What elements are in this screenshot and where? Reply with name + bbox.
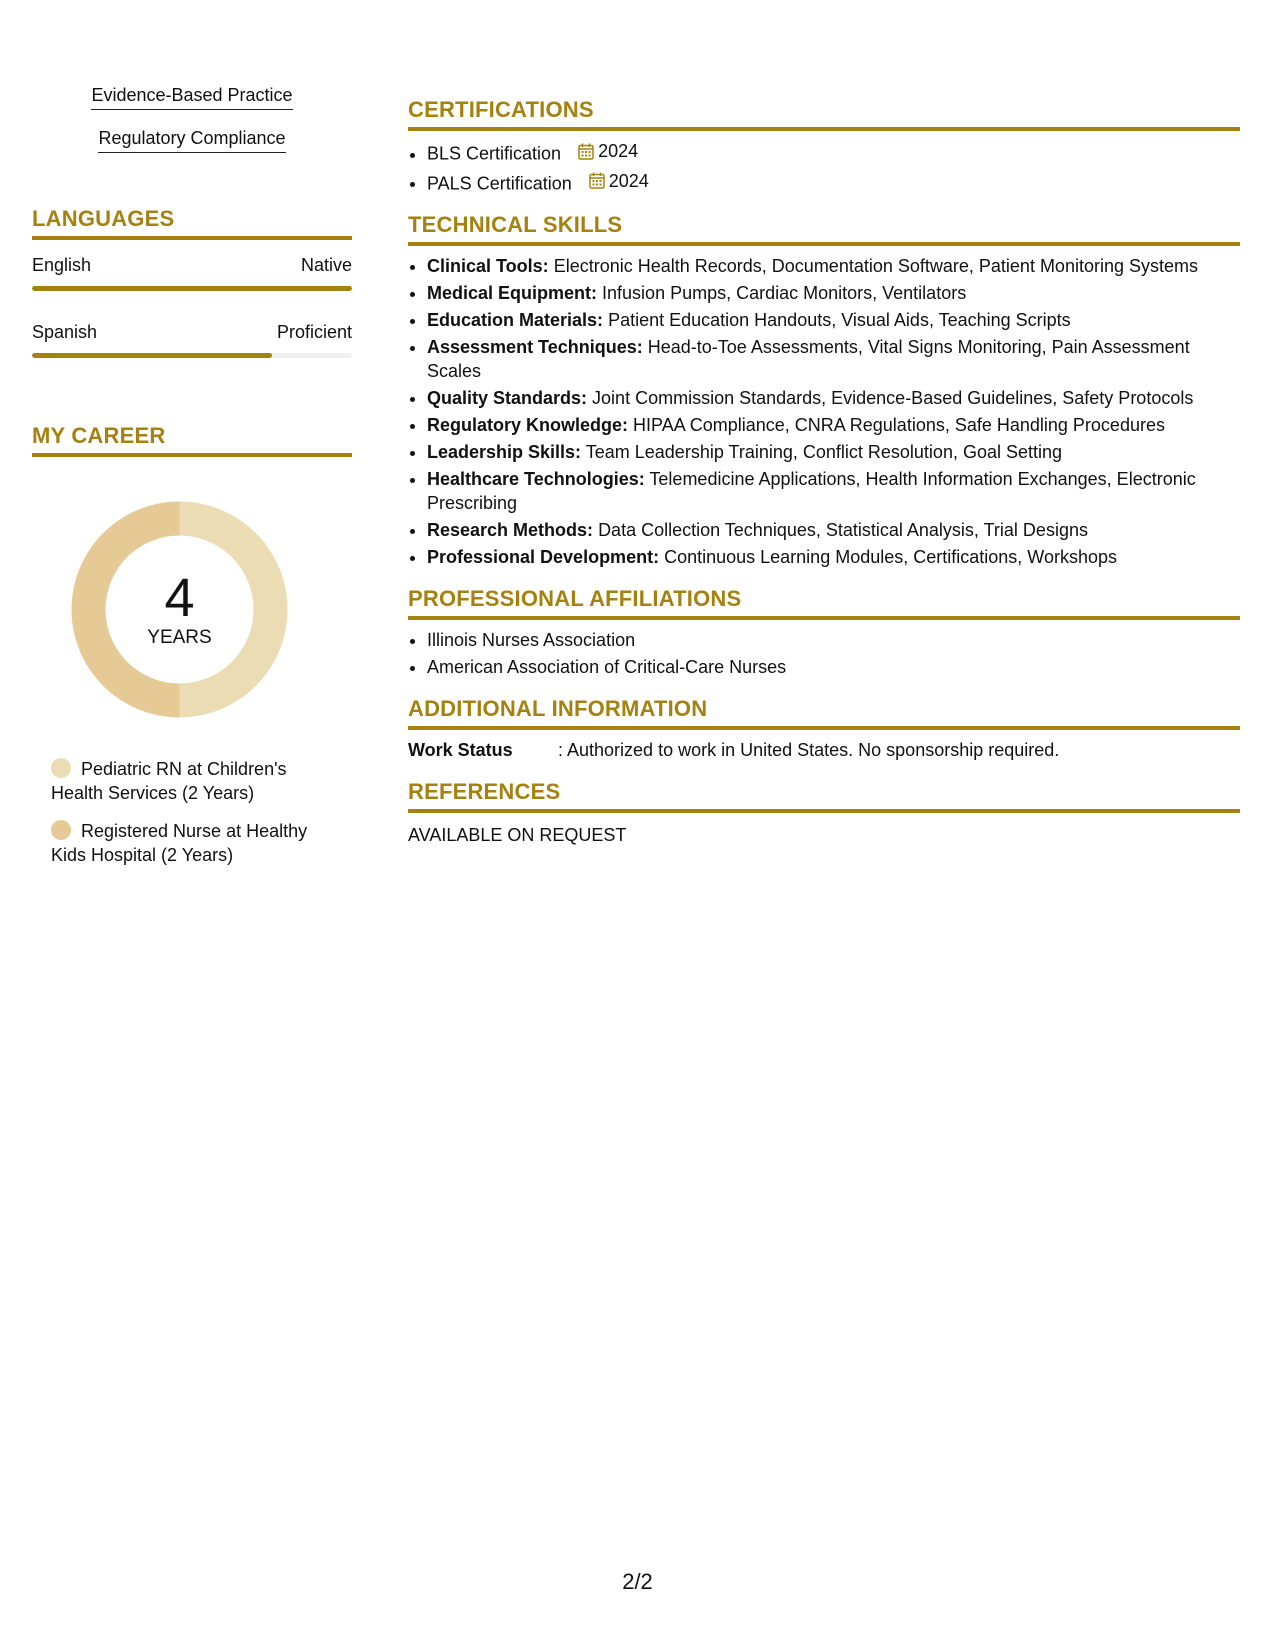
skill-category: Clinical Tools: — [427, 256, 549, 276]
section-divider — [408, 809, 1240, 813]
technical-skill-item — [427, 518, 1240, 542]
left-column — [32, 84, 352, 881]
languages-section — [32, 205, 352, 358]
work-status-row — [408, 738, 1240, 762]
technical-skill-item — [427, 545, 1240, 569]
section-divider — [408, 726, 1240, 730]
technical-skill-item — [427, 281, 1240, 305]
language-item — [32, 254, 352, 291]
skill-category: Medical Equipment: — [427, 283, 598, 303]
work-status-label: Work Status — [408, 740, 513, 760]
certifications-list — [408, 139, 1240, 195]
skill-values: Team Leadership Training, Conflict Resolution, Goal Setting — [585, 442, 1063, 462]
skill-values: Data Collection Techniques, Statistical Analysis, Trial Designs — [598, 520, 1088, 540]
language-bar-fill — [32, 353, 272, 358]
additional-info-title: ADDITIONAL INFORMATION — [408, 696, 708, 721]
technical-skill-item — [427, 254, 1240, 278]
career-entry-text: Pediatric RN at Children's Health Services (2 Years) — [51, 759, 287, 803]
career-legend-item — [51, 757, 331, 805]
language-name: Spanish — [32, 322, 98, 342]
affiliations-section — [408, 585, 1240, 679]
skill-category: Regulatory Knowledge: — [427, 415, 629, 435]
certifications-section — [408, 96, 1240, 195]
technical-skill-item — [427, 335, 1240, 383]
technical-skill-item — [427, 467, 1240, 515]
skill-values: Joint Commission Standards, Evidence-Based Guidelines, Safety Protocols — [592, 388, 1194, 408]
donut-center — [67, 497, 292, 722]
skill-values: Head-to-Toe Assessments, Vital Signs Monitoring, Pain Assessment Scales — [427, 337, 1190, 381]
certifications-title: CERTIFICATIONS — [408, 97, 594, 122]
languages-title: LANGUAGES — [32, 206, 175, 231]
certification-item — [427, 139, 1240, 166]
technical-skills-title: TECHNICAL SKILLS — [408, 212, 623, 237]
skill-tags — [32, 84, 352, 153]
career-donut-chart — [32, 497, 352, 727]
language-bar — [32, 286, 352, 291]
right-column — [408, 96, 1240, 863]
skill-tag: Regulatory Compliance — [98, 127, 285, 153]
skill-category: Assessment Techniques: — [427, 337, 643, 357]
certification-year: 2024 — [598, 141, 639, 161]
skill-values: Electronic Health Records, Documentation Software, Patient Monitoring Systems — [553, 256, 1198, 276]
page-number: 2/2 — [622, 1569, 653, 1594]
skill-values: Infusion Pumps, Cardiac Monitors, Ventilators — [602, 283, 967, 303]
career-legend-item — [51, 819, 331, 867]
legend-dot — [51, 758, 71, 778]
affiliation-item: • Illinois Nurses Association — [427, 628, 1240, 652]
affiliations-list — [408, 628, 1240, 679]
skill-category: Healthcare Technologies: — [427, 469, 645, 489]
affiliation-item: • American Association of Critical-Care Nurses — [427, 655, 1240, 679]
language-level: Native — [300, 255, 352, 275]
section-divider — [408, 616, 1240, 620]
certification-name: PALS Certification — [427, 173, 572, 193]
skill-values: Telemedicine Applications, Health Information Exchanges, Electronic Prescribing — [427, 469, 1196, 513]
career-legend — [32, 757, 352, 867]
technical-skill-item — [427, 413, 1240, 437]
section-divider — [32, 236, 352, 240]
calendar-icon — [578, 143, 594, 160]
certification-year: 2024 — [608, 170, 649, 191]
skill-category: Professional Development: — [427, 547, 660, 567]
work-status-value: : Authorized to work in United States. No sponsorship required. — [558, 740, 1060, 760]
language-level: Proficient — [276, 322, 352, 342]
skill-values: HIPAA Compliance, CNRA Regulations, Safe Handling Procedures — [633, 415, 1165, 435]
language-name: English — [32, 255, 92, 275]
section-divider — [32, 453, 352, 457]
language-bar — [32, 353, 352, 358]
skill-tag: Evidence-Based Practice — [91, 84, 292, 110]
career-section — [32, 422, 352, 867]
skill-category: Research Methods: — [427, 520, 594, 540]
technical-skill-item — [427, 386, 1240, 410]
technical-skills-list — [408, 254, 1240, 569]
language-item — [32, 321, 352, 358]
language-bar-fill — [32, 286, 352, 291]
affiliations-title: PROFESSIONAL AFFILIATIONS — [408, 586, 742, 611]
legend-dot — [51, 820, 71, 840]
skill-values: Continuous Learning Modules, Certifications, Workshops — [664, 547, 1117, 567]
certification-item — [427, 169, 1240, 196]
references-text: AVAILABLE ON REQUEST — [408, 825, 627, 845]
skill-category: Quality Standards: — [427, 388, 588, 408]
skill-values: Patient Education Handouts, Visual Aids, Teaching Scripts — [608, 310, 1071, 330]
additional-info-section — [408, 695, 1240, 762]
career-entry-text: Registered Nurse at Healthy Kids Hospital (2 Years) — [51, 821, 308, 865]
section-divider — [408, 127, 1240, 131]
skill-category: Education Materials: — [427, 310, 604, 330]
references-section — [408, 778, 1240, 847]
technical-skill-item — [427, 308, 1240, 332]
career-years-label: YEARS — [147, 626, 212, 648]
career-total-years: 4 — [164, 567, 195, 628]
calendar-icon — [589, 172, 605, 189]
technical-skill-item — [427, 440, 1240, 464]
references-title: REFERENCES — [408, 779, 561, 804]
certification-name: BLS Certification — [427, 143, 562, 164]
technical-skills-section — [408, 211, 1240, 569]
skill-category: Leadership Skills: — [427, 442, 582, 462]
section-divider — [408, 242, 1240, 246]
career-title: MY CAREER — [32, 423, 166, 448]
